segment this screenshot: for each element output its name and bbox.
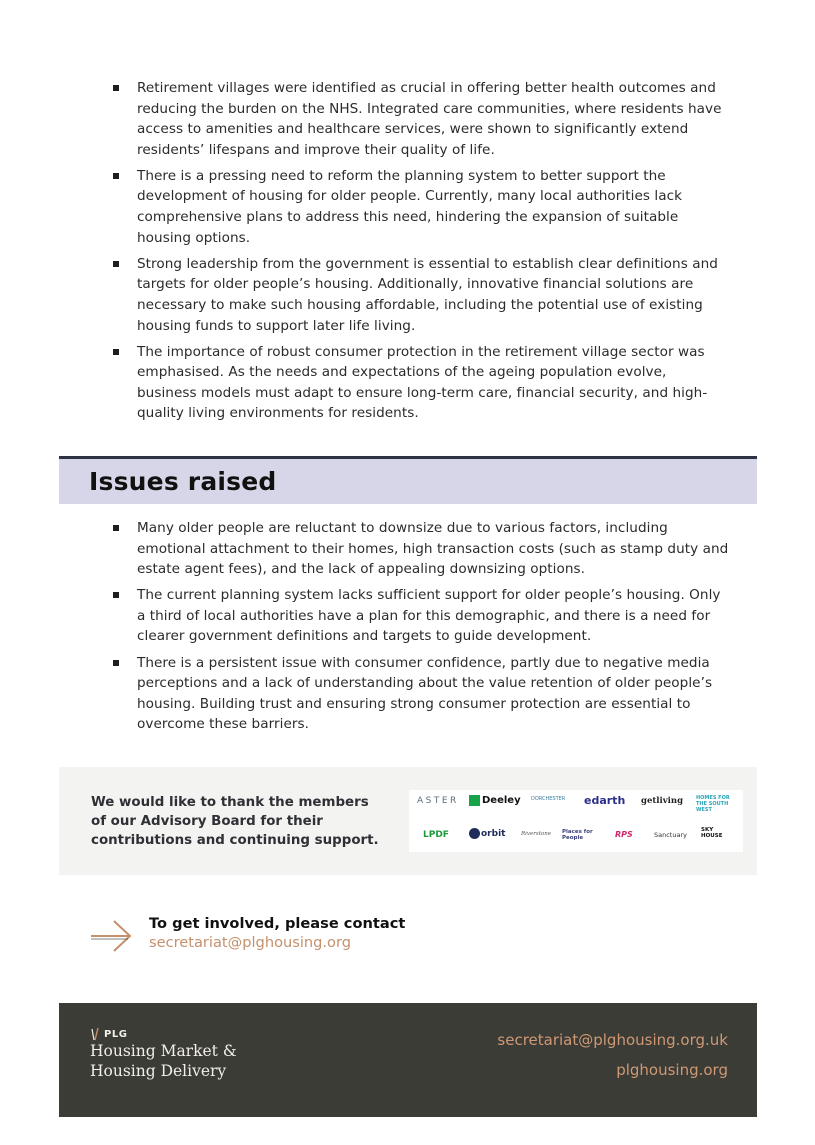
footer [59,1003,757,1117]
footer-email-link[interactable]: secretariat@plghousing.org.uk [497,1031,728,1049]
list-item: Many older people are reluctant to downsize due to various factors, including emotional attachment to their homes, high transaction costs (such as stamp duty and estate agent fees), and the lack of appealing downsizing options. [110,518,730,580]
contact-label: To get involved, please contact [149,915,406,932]
bullet-icon [113,349,119,355]
bullet-icon [113,660,119,666]
footer-website-link[interactable]: plghousing.org [616,1061,728,1079]
contact-email-link[interactable]: secretariat@plghousing.org [149,934,351,951]
key-points-list [110,78,730,430]
dorchester-logo: DORCHESTER [531,796,566,802]
bullet-icon [113,261,119,267]
partner-logos [409,790,743,852]
list-item: The importance of robust consumer protection in the retirement village sector was emphasised. As the needs and expectations of the ageing population evolve, business models must adapt to ensure long-term care, financial security, and high-quality living environments for residents. [110,342,730,424]
aster-logo: ASTER [417,796,459,806]
riverstone-logo: Riverstone [521,831,552,837]
sanctuary-logo: Sanctuary [654,831,687,839]
homes-south-west-logo: HOMES FOR THE SOUTH WEST [696,795,730,813]
issues-list [110,518,730,740]
section-title: Issues raised [89,467,277,496]
brand-line-1: Housing Market & [90,1042,237,1060]
bullet-icon [113,525,119,531]
bullet-icon [113,592,119,598]
orbit-logo: orbit [469,828,505,839]
plg-brand [90,1027,237,1081]
deeley-logo: Deeley [469,795,521,806]
places-for-people-logo: Places for People [562,829,593,841]
thanks-text: We would like to thank the members of our Advisory Board for their contributions and continuing support. [91,795,379,848]
bullet-icon [113,173,119,179]
advisory-board-box [59,767,757,875]
brand-mark: PLG [90,1027,237,1041]
bullet-icon [113,85,119,91]
list-item: The current planning system lacks sufficient support for older people’s housing. Only a third of local authorities have a plan for this demographic, and there is a need for clearer government definitions and targets to guide development. [110,585,730,647]
brand-line-2: Housing Delivery [90,1062,227,1080]
list-item: There is a persistent issue with consumer confidence, partly due to negative media perceptions and a lack of understanding about the value retention of older people’s housing. Building trust and ensuring strong consumer protection are essential to overcome these barriers. [110,653,730,735]
rps-logo: RPS [615,830,633,839]
plg-logo-icon [90,1027,100,1041]
list-item: Retirement villages were identified as crucial in offering better health outcomes and reducing the burden on the NHS. Integrated care communities, where residents have access to amenities and healthcare services, were shown to significantly extend residents’ lifespans and improve their quality of life. [110,78,730,160]
getliving-logo: getliving [641,796,684,806]
list-item: Strong leadership from the government is essential to establish clear definitions and targets for older people’s housing. Additionally, innovative financial solutions are necessary to make such housing affordable, including the potential use of existing housing funds to support later life living. [110,254,730,336]
issues-section-header [59,456,757,504]
sky-house-logo: SKY HOUSE [701,827,723,839]
edarth-logo: edarth [584,794,626,807]
arrow-right-icon [90,919,134,953]
lpdf-logo: LPDF [423,830,449,840]
footer-links [497,1030,728,1080]
list-item: There is a pressing need to reform the planning system to better support the development of housing for older people. Currently, many local authorities lack comprehensive plans to address this need, hindering the expansion of suitable housing options. [110,166,730,248]
